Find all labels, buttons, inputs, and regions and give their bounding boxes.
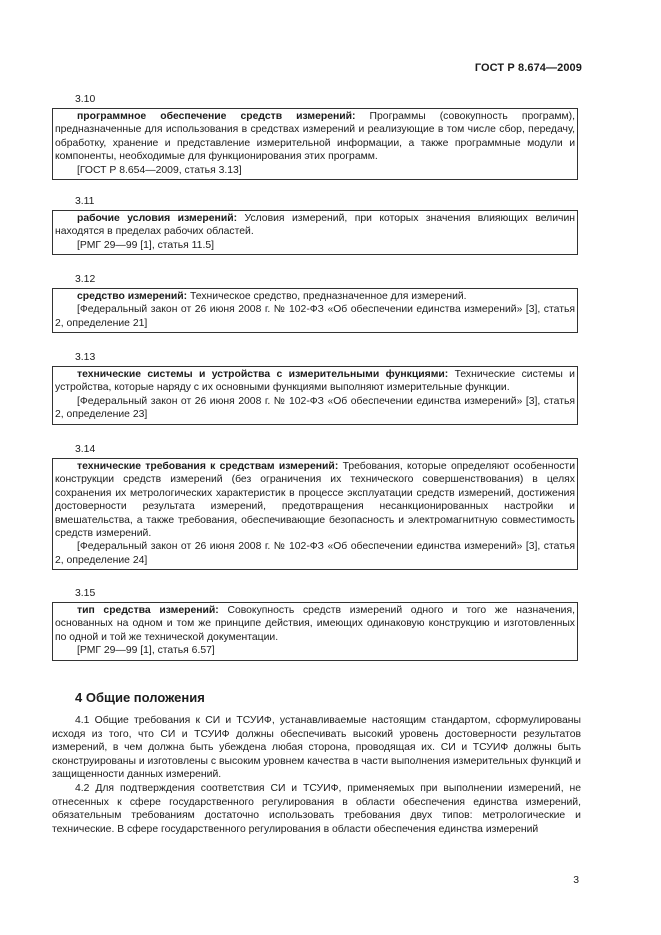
term-number: 3.15 bbox=[75, 588, 96, 599]
term-reference: [РМГ 29—99 [1], статья 6.57] bbox=[77, 645, 215, 657]
term-number: 3.10 bbox=[75, 94, 96, 105]
term-number: 3.11 bbox=[75, 196, 95, 207]
term-number: 3.13 bbox=[75, 352, 96, 363]
term-definition: Требования, которые определяют особенности конструкции средств измерений (без ограничения их технического совершенствования) в целях сохранения их метрологических характеристик в процессе эксплуатации средств измерений, достижения достоверности результата измерений, предотвращения несанкционированных настройки и вмешательства, а также требования, обеспечивающие безопасность и электромагнитную совместимость средств измерений. bbox=[55, 461, 575, 540]
term-name: тип средства измерений: bbox=[77, 605, 219, 616]
term-definition: Совокупность средств измерений одного и того же назначения, основанных на одном и том же принципе действия, имеющих одинаковую конструкцию и изготовленных по одной и той же технической документации. bbox=[55, 605, 575, 643]
term-reference: [Федеральный закон от 26 июня 2008 г. № 102-ФЗ «Об обеспечении единства измерений» [3], статья 2, определение 24] bbox=[55, 541, 575, 566]
term-definition: Техническое средство, предназначенное для измерений. bbox=[187, 291, 467, 302]
term-definition: Условия измерений, при которых значения влияющих величин находятся в пределах рабочих областей. bbox=[55, 213, 575, 238]
term-box bbox=[52, 210, 578, 255]
paragraph: 4.1 Общие требования к СИ и ТСУИФ, устанавливаемые настоящим стандартом, сформулированы исходя из того, что СИ и ТСУИФ должны обеспечивать высокий уровень достоверности результатов измерений, в чем должна быть убеждена любая сторона, проводящая их. СИ и ТСУИФ должны быть сконструированы и изготовлены с высоким уровнем качества в части выполнения измерительных функций и защищенности данных измерений. bbox=[52, 715, 581, 781]
term-name: рабочие условия измерений: bbox=[77, 213, 238, 224]
term-name: средство измерений: bbox=[77, 291, 188, 302]
term-reference: [Федеральный закон от 26 июня 2008 г. № 102-ФЗ «Об обеспечении единства измерений» [3], статья 2, определение 21] bbox=[55, 304, 575, 329]
term-entry bbox=[52, 586, 578, 661]
section-title: 4 Общие положения bbox=[75, 690, 205, 705]
term-number: 3.12 bbox=[75, 274, 96, 285]
term-entry bbox=[52, 350, 578, 425]
term-number: 3.14 bbox=[75, 444, 96, 455]
term-reference: [Федеральный закон от 26 июня 2008 г. № 102-ФЗ «Об обеспечении единства измерений» [3], статья 2, определение 23] bbox=[55, 395, 575, 421]
paragraph: 4.2 Для подтверждения соответствия СИ и ТСУИФ, применяемых при выполнении измерений, не отнесенных к сфере государственного регулирования в области обеспечения единства измерений, обязательным требованиям достаточно использовать требования двух типов: метрологические и технические. В сфере государственного регулирования в области обеспечения единства измерений bbox=[52, 782, 581, 835]
term-reference: [РМГ 29—99 [1], статья 11.5] bbox=[77, 239, 215, 251]
term-box bbox=[52, 602, 578, 661]
page-number: 3 bbox=[573, 875, 579, 886]
term-name: технические требования к средствам измерений: bbox=[77, 461, 339, 472]
term-entry bbox=[52, 194, 578, 255]
document-header: ГОСТ Р 8.674—2009 bbox=[474, 62, 582, 74]
term-box bbox=[52, 458, 578, 570]
term-box bbox=[52, 288, 578, 333]
section-body bbox=[52, 714, 581, 836]
term-entry bbox=[52, 442, 578, 570]
term-definition: Технические системы и устройства, которые наряду с их основными функциями выполняют измерительные функции. bbox=[55, 369, 575, 394]
term-entry bbox=[52, 272, 578, 333]
term-reference: [ГОСТ Р 8.654—2009, статья 3.13] bbox=[77, 164, 242, 176]
term-name: технические системы и устройства с измерительными функциями: bbox=[77, 369, 449, 380]
term-name: программное обеспечение средств измерений: bbox=[77, 111, 356, 122]
term-box bbox=[52, 366, 578, 425]
term-definition: Программы (совокупность программ), предназначенные для использования в средствах измерений и реализующие в том числе сбор, передачу, обработку, хранение и представление измерительной информации, а также программные модули и компоненты, необходимые для функционирования этих программ. bbox=[55, 111, 576, 163]
term-box bbox=[52, 108, 578, 180]
term-entry bbox=[52, 92, 578, 180]
